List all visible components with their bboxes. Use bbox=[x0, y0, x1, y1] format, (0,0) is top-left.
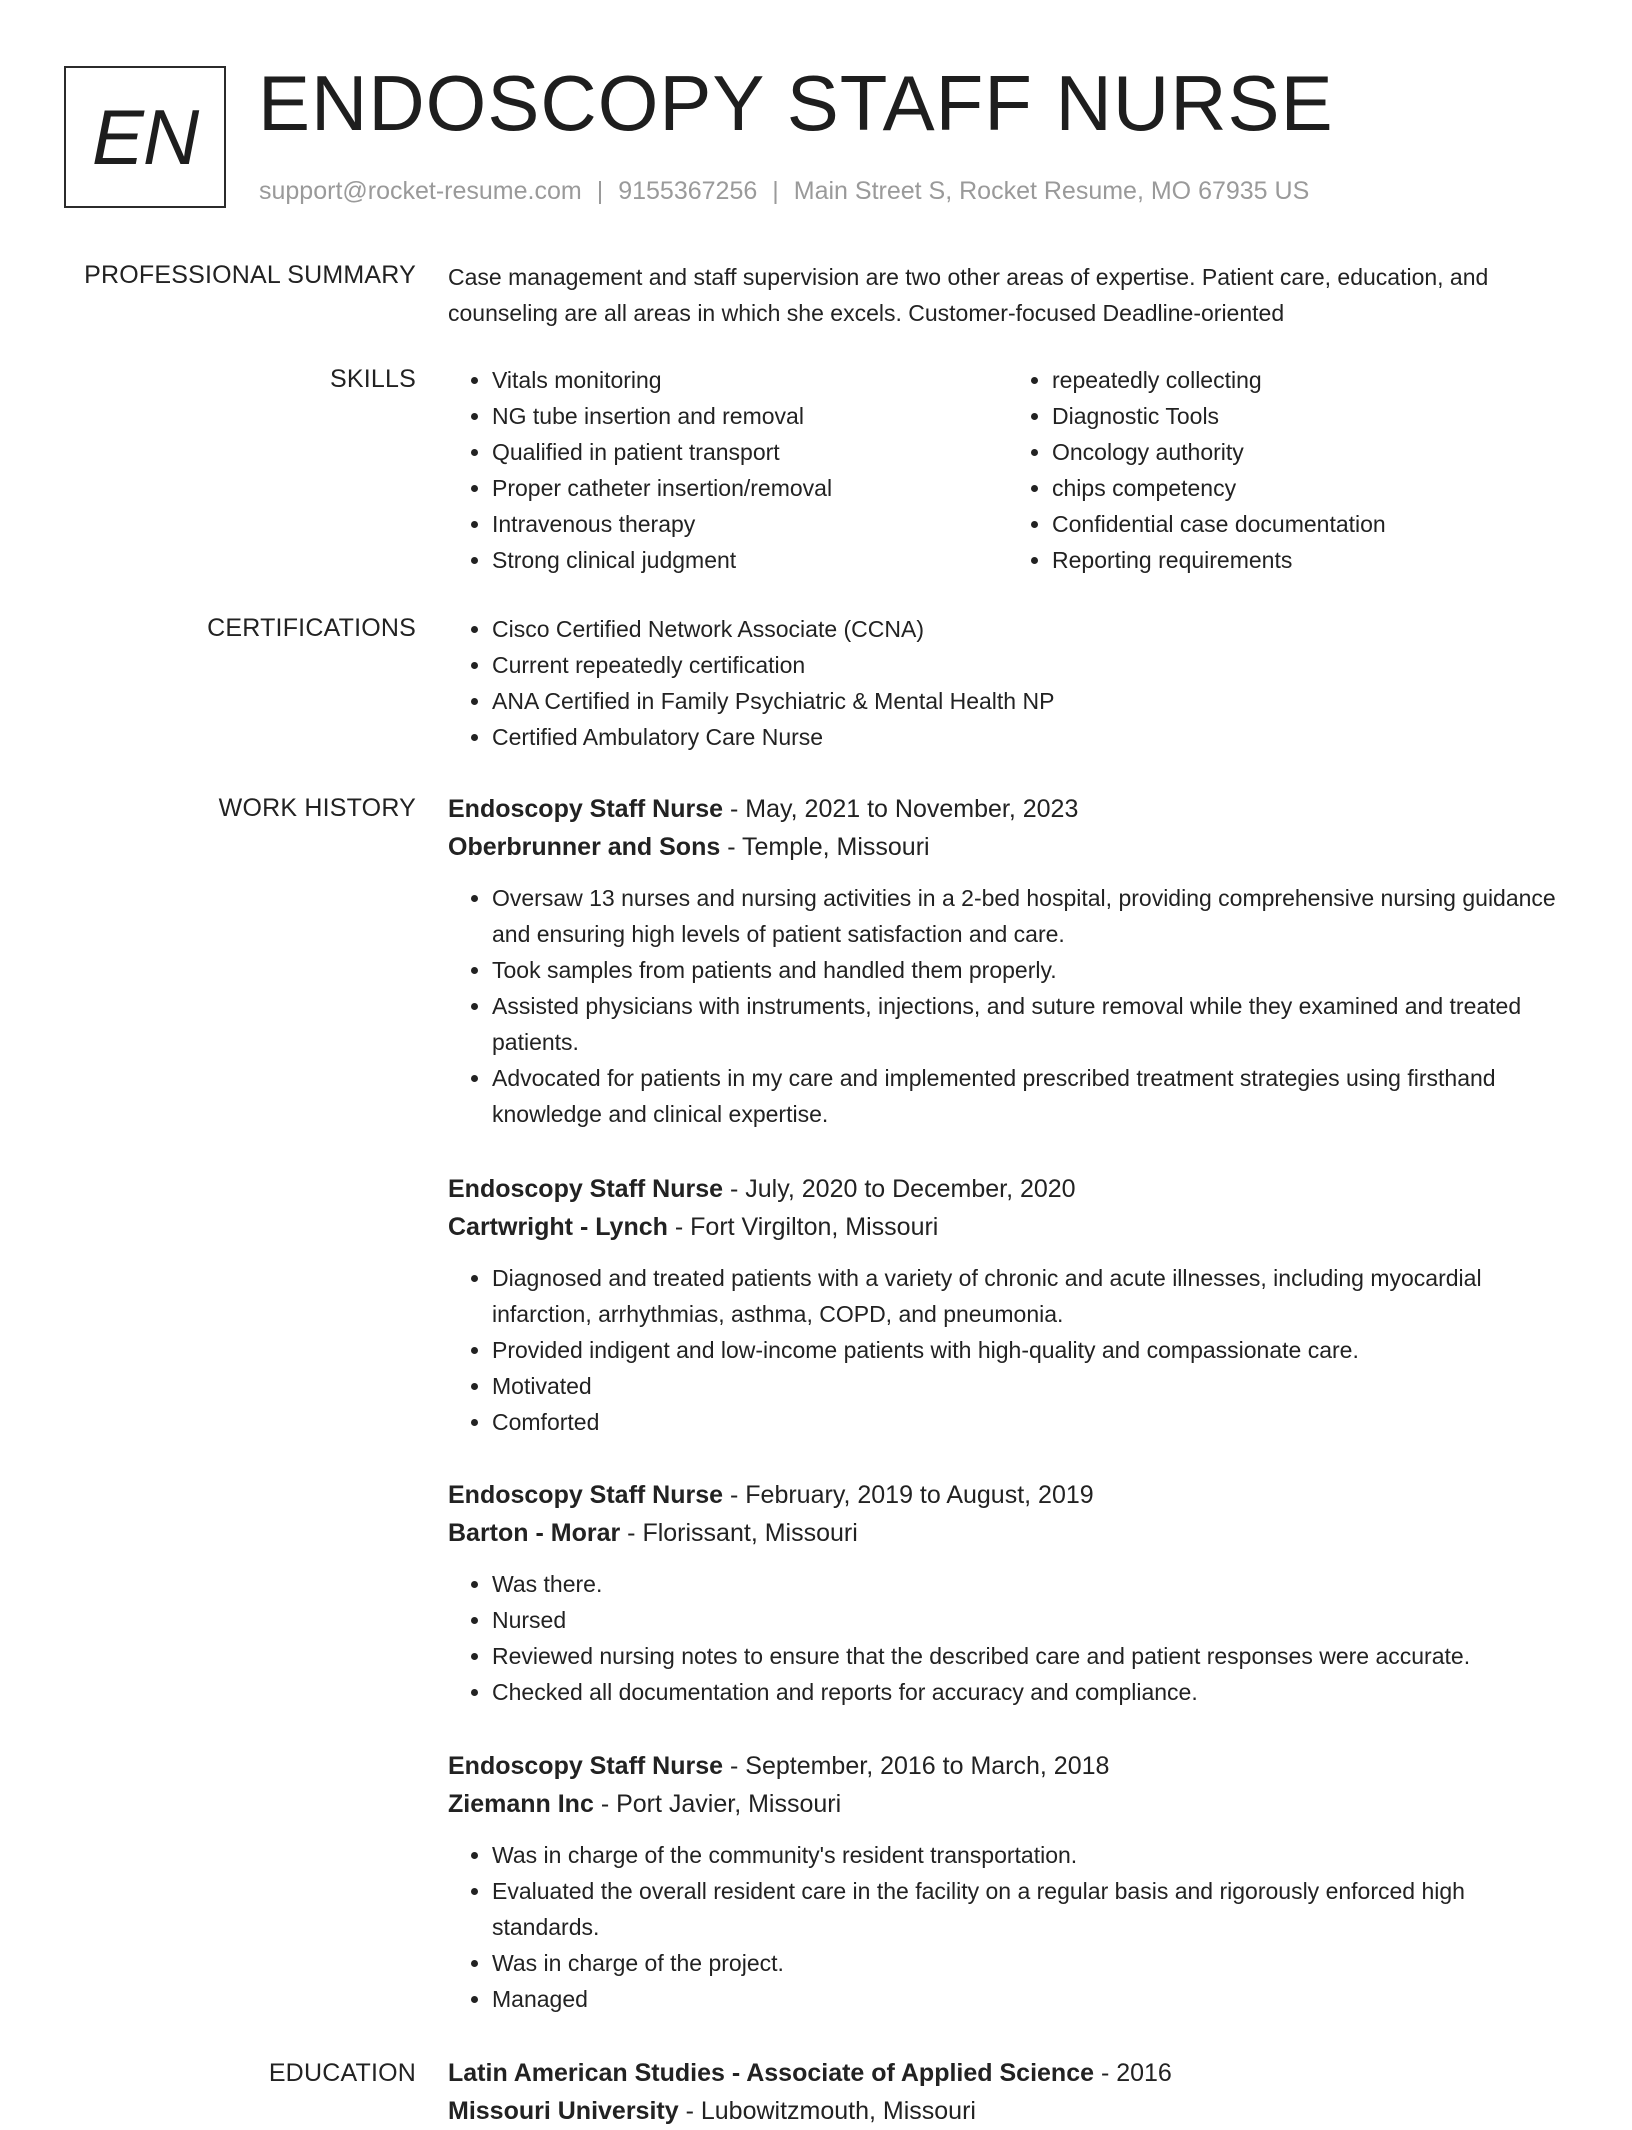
job-entry bbox=[448, 790, 1568, 1132]
skills-list-left bbox=[448, 362, 1008, 578]
education-location: - Lubowitzmouth, Missouri bbox=[678, 2097, 976, 2125]
job-dates: - September, 2016 to March, 2018 bbox=[723, 1752, 1110, 1780]
skill-item: • Strong clinical judgment bbox=[492, 542, 1008, 578]
job-location: - Port Javier, Missouri bbox=[593, 1790, 842, 1818]
job-bullet: • Provided indigent and low-income patients with high-quality and compassionate care. bbox=[492, 1332, 1568, 1368]
job-location: - Florissant, Missouri bbox=[620, 1519, 858, 1547]
skill-item: • Reporting requirements bbox=[1052, 542, 1568, 578]
job-role: Endoscopy Staff Nurse bbox=[448, 1481, 724, 1509]
job-bullet: • Managed bbox=[492, 1981, 1568, 2017]
job-dates: - February, 2019 to August, 2019 bbox=[723, 1481, 1094, 1509]
job-company-line bbox=[448, 1785, 1568, 1823]
job-dates: - May, 2021 to November, 2023 bbox=[723, 795, 1079, 823]
job-entry bbox=[448, 1170, 1568, 1440]
job-bullet: • Motivated bbox=[492, 1368, 1568, 1404]
job-title-line bbox=[448, 1476, 1568, 1514]
certifications-body bbox=[448, 611, 1568, 755]
job-bullet: • Diagnosed and treated patients with a variety of chronic and acute illnesses, including myocardial infarction, arrhythmias, asthma, COPD, and pneumonia. bbox=[492, 1260, 1568, 1332]
education-school: Missouri University bbox=[448, 2097, 679, 2125]
summary-heading: PROFESSIONAL SUMMARY bbox=[84, 261, 416, 289]
skills-heading: SKILLS bbox=[330, 365, 416, 393]
skill-item: • chips competency bbox=[1052, 470, 1568, 506]
job-company: Oberbrunner and Sons bbox=[448, 833, 721, 861]
job-dates: - July, 2020 to December, 2020 bbox=[723, 1175, 1076, 1203]
job-role: Endoscopy Staff Nurse bbox=[448, 1175, 724, 1203]
summary-text: Case management and staff supervision are two other areas of expertise. Patient care, education, and counseling are all areas in which she excels. Customer-focused Deadline-oriented bbox=[448, 264, 1489, 326]
skill-item: • Intravenous therapy bbox=[492, 506, 1008, 542]
certification-item: • Cisco Certified Network Associate (CCNA) bbox=[492, 611, 1568, 647]
job-bullet: • Was in charge of the community's resident transportation. bbox=[492, 1837, 1568, 1873]
certification-item: • ANA Certified in Family Psychiatric & Mental Health NP bbox=[492, 683, 1568, 719]
job-location: - Temple, Missouri bbox=[720, 833, 930, 861]
skill-item: • Proper catheter insertion/removal bbox=[492, 470, 1008, 506]
job-bullet: • Nursed bbox=[492, 1602, 1568, 1638]
contact-separator: | bbox=[772, 177, 779, 205]
job-company-line bbox=[448, 1208, 1568, 1246]
certification-item: • Certified Ambulatory Care Nurse bbox=[492, 719, 1568, 755]
job-company-line bbox=[448, 828, 1568, 866]
contact-separator: | bbox=[596, 177, 604, 205]
job-bullet: • Was in charge of the project. bbox=[492, 1945, 1568, 1981]
work-history-heading: WORK HISTORY bbox=[218, 794, 416, 822]
skill-item: • Oncology authority bbox=[1052, 434, 1568, 470]
education-heading: EDUCATION bbox=[268, 2059, 416, 2087]
job-bullets bbox=[448, 1837, 1568, 2017]
contact-line bbox=[259, 175, 1309, 207]
contact-address: Main Street S, Rocket Resume, MO 67935 US bbox=[793, 177, 1310, 205]
job-title-line bbox=[448, 790, 1568, 828]
resume-name-title: ENDOSCOPY STAFF NURSE bbox=[258, 59, 1334, 147]
job-bullet: • Assisted physicians with instruments, injections, and suture removal while they examined and treated patients. bbox=[492, 988, 1568, 1060]
job-bullets bbox=[448, 880, 1568, 1132]
job-title-line bbox=[448, 1170, 1568, 1208]
contact-phone[interactable]: 9155367256 bbox=[618, 177, 758, 205]
skill-item: • Confidential case documentation bbox=[1052, 506, 1568, 542]
job-company: Ziemann Inc bbox=[448, 1790, 594, 1818]
job-bullet: • Comforted bbox=[492, 1404, 1568, 1440]
skills-body bbox=[448, 362, 1568, 578]
certifications-list bbox=[448, 611, 1568, 755]
job-company-line bbox=[448, 1514, 1568, 1552]
skill-item: • Diagnostic Tools bbox=[1052, 398, 1568, 434]
job-entry bbox=[448, 1476, 1568, 1710]
monogram-initials: EN bbox=[91, 93, 199, 181]
monogram-logo bbox=[64, 66, 226, 208]
job-title-line bbox=[448, 1747, 1568, 1785]
education-school-line bbox=[448, 2092, 1568, 2130]
summary-body bbox=[448, 259, 1568, 331]
job-role: Endoscopy Staff Nurse bbox=[448, 1752, 724, 1780]
job-bullets bbox=[448, 1260, 1568, 1440]
skill-item: • Qualified in patient transport bbox=[492, 434, 1008, 470]
education-degree-line bbox=[448, 2054, 1568, 2092]
job-entry bbox=[448, 1747, 1568, 2017]
skill-item: • NG tube insertion and removal bbox=[492, 398, 1008, 434]
education-year: - 2016 bbox=[1094, 2059, 1172, 2087]
job-bullet: • Was there. bbox=[492, 1566, 1568, 1602]
certification-item: • Current repeatedly certification bbox=[492, 647, 1568, 683]
education-entry bbox=[448, 2054, 1568, 2130]
job-bullet: • Reviewed nursing notes to ensure that the described care and patient responses were accurate. bbox=[492, 1638, 1568, 1674]
skill-item: • Vitals monitoring bbox=[492, 362, 1008, 398]
job-company: Cartwright - Lynch bbox=[448, 1213, 668, 1241]
job-bullet: • Oversaw 13 nurses and nursing activities in a 2-bed hospital, providing comprehensive nursing guidance and ensuring high levels of patient satisfaction and care. bbox=[492, 880, 1568, 952]
job-bullets bbox=[448, 1566, 1568, 1710]
job-bullet: • Advocated for patients in my care and implemented prescribed treatment strategies using firsthand knowledge and clinical expertise. bbox=[492, 1060, 1568, 1132]
job-bullet: • Took samples from patients and handled them properly. bbox=[492, 952, 1568, 988]
education-degree: Latin American Studies - Associate of Applied Science bbox=[448, 2059, 1094, 2087]
skills-list-right bbox=[1008, 362, 1568, 578]
job-company: Barton - Morar bbox=[448, 1519, 621, 1547]
job-role: Endoscopy Staff Nurse bbox=[448, 795, 724, 823]
contact-email[interactable]: support@rocket-resume.com bbox=[259, 177, 582, 205]
job-bullet: • Evaluated the overall resident care in the facility on a regular basis and rigorously enforced high standards. bbox=[492, 1873, 1568, 1945]
skill-item: • repeatedly collecting bbox=[1052, 362, 1568, 398]
job-location: - Fort Virgilton, Missouri bbox=[667, 1213, 939, 1241]
job-bullet: • Checked all documentation and reports for accuracy and compliance. bbox=[492, 1674, 1568, 1710]
certifications-heading: CERTIFICATIONS bbox=[207, 614, 416, 642]
